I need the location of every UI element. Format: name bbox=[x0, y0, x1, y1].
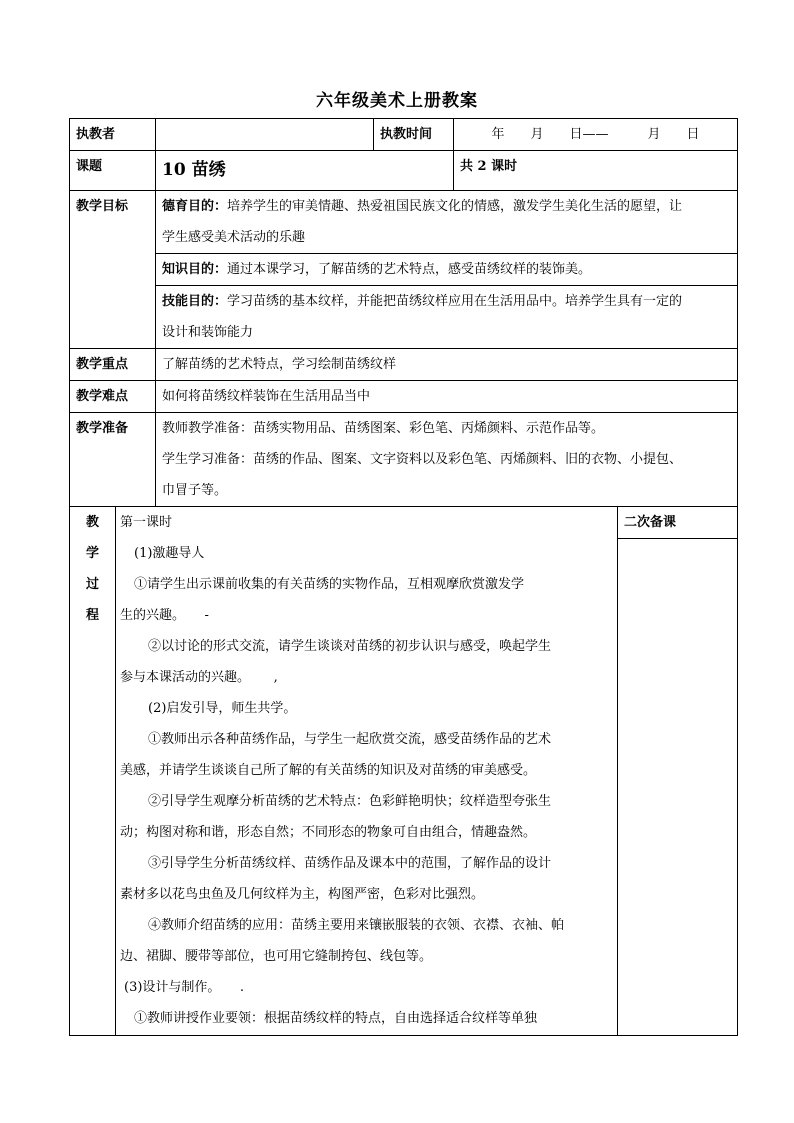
moral-text-1: 培养学生的审美情趣、热爱祖国民族文化的情感，激发学生美化生活的愿望，让 bbox=[227, 199, 683, 214]
preparation-student-1: 学生学习准备：苗绣的作品、图案、文字资料以及彩色笔、丙烯颜料、旧的衣物、小提包、 bbox=[162, 452, 683, 467]
moral-label: 德育目的： bbox=[162, 199, 228, 214]
process-line: 素材多以花鸟虫鱼及几何纹样为主，构图严密，色彩对比强烈。 bbox=[120, 887, 485, 902]
row-objective-moral bbox=[70, 191, 738, 254]
process-label bbox=[70, 507, 116, 1036]
skill-text-1: 学习苗绣的基本纹样，并能把苗绣纹样应用在生活用品中。培养学生具有一定的 bbox=[227, 294, 683, 309]
objectives-label: 教学目标 bbox=[70, 191, 156, 349]
process-label-char: 过 bbox=[85, 577, 99, 592]
process-line: 动；构图对称和谐，形态自然；不同形态的物象可自由组合，情趣盎然。 bbox=[120, 825, 537, 840]
teacher-label: 执教者 bbox=[70, 119, 156, 151]
row-objective-knowledge bbox=[70, 254, 738, 286]
periods-value: 共 2 课时 bbox=[454, 151, 738, 191]
objective-knowledge bbox=[156, 254, 738, 286]
row-topic bbox=[70, 151, 738, 191]
process-line: ②引导学生观摩分析苗绣的艺术特点：色彩鲜艳明快；纹样造型夸张生 bbox=[148, 794, 552, 809]
topic-label: 课题 bbox=[70, 151, 156, 191]
process-line: ③引导学生分析苗绣纹样、苗绣作品及课本中的范围，了解作品的设计 bbox=[148, 856, 552, 871]
row-key-point bbox=[70, 349, 738, 381]
process-label-char: 学 bbox=[85, 546, 99, 561]
difficulty-label: 教学难点 bbox=[70, 381, 156, 413]
process-content bbox=[116, 507, 618, 1036]
topic-value: 10 苗绣 bbox=[156, 151, 454, 191]
process-line: ①教师出示各种苗绣作品，与学生一起欣赏交流，感受苗绣作品的艺术 bbox=[148, 732, 552, 747]
process-line: (1)激趣导人 bbox=[134, 546, 205, 561]
preparation-label: 教学准备 bbox=[70, 413, 156, 507]
moral-text-2: 学生感受美术活动的乐趣 bbox=[162, 230, 306, 245]
preparation-value bbox=[156, 413, 738, 507]
objective-moral bbox=[156, 191, 738, 254]
objective-skill bbox=[156, 286, 738, 349]
skill-label: 技能目的： bbox=[162, 294, 228, 309]
preparation-student-2: 巾冒子等。 bbox=[162, 483, 228, 498]
time-label: 执教时间 bbox=[374, 119, 454, 151]
document-title: 六年级美术上册教案 bbox=[316, 91, 478, 111]
key-point-label: 教学重点 bbox=[70, 349, 156, 381]
row-preparation bbox=[70, 413, 738, 507]
row-objective-skill bbox=[70, 286, 738, 349]
skill-text-2: 设计和装饰能力 bbox=[162, 325, 254, 340]
difficulty-value: 如何将苗绣纹样装饰在生活用品当中 bbox=[156, 381, 738, 413]
process-line: 边、裙脚、腰带等部位，也可用它缝制挎包、线包等。 bbox=[120, 949, 433, 964]
key-point-value: 了解苗绣的艺术特点，学习绘制苗绣纹样 bbox=[156, 349, 738, 381]
lesson-plan-table bbox=[69, 118, 738, 1036]
process-label-char: 程 bbox=[85, 608, 99, 623]
process-line: 生的兴趣。 - bbox=[120, 608, 209, 623]
preparation-teacher: 教师教学准备：苗绣实物用品、苗绣图案、彩色笔、丙烯颜料、示范作品等。 bbox=[162, 421, 605, 436]
knowledge-label: 知识目的： bbox=[162, 262, 228, 277]
process-line: ①教师讲授作业要领：根据苗绣纹样的特点，自由选择适合纹样等单独 bbox=[134, 1011, 538, 1026]
process-label-char: 教 bbox=[85, 515, 99, 530]
process-line: (2)启发引导，师生共学。 bbox=[148, 701, 297, 716]
process-line: 第一课时 bbox=[120, 515, 173, 530]
process-line: 参与本课活动的兴趣。 , bbox=[120, 670, 278, 685]
knowledge-text: 通过本课学习，了解苗绣的艺术特点，感受苗绣纹样的装饰美。 bbox=[227, 262, 592, 277]
row-teacher bbox=[70, 119, 738, 151]
process-line: ②以讨论的形式交流，请学生谈谈对苗绣的初步认识与感受，唤起学生 bbox=[148, 639, 552, 654]
row-process-header bbox=[70, 507, 738, 539]
row-difficulty bbox=[70, 381, 738, 413]
second-prep-header: 二次备课 bbox=[618, 507, 738, 539]
process-line: (3)设计与制作。 . bbox=[124, 980, 245, 995]
second-prep-area[interactable] bbox=[618, 539, 738, 1036]
time-value[interactable]: 年 月 日—— 月 日 bbox=[454, 119, 738, 151]
process-line: 美感，并请学生谈谈自己所了解的有关苗绣的知识及对苗绣的审美感受。 bbox=[120, 763, 537, 778]
process-line: ①请学生出示课前收集的有关苗绣的实物作品，互相观摩欣赏激发学 bbox=[134, 577, 525, 592]
teacher-value[interactable] bbox=[156, 119, 374, 151]
process-line: ④教师介绍苗绣的应用：苗绣主要用来镶嵌服装的衣领、衣襟、衣袖、帕 bbox=[148, 918, 565, 933]
